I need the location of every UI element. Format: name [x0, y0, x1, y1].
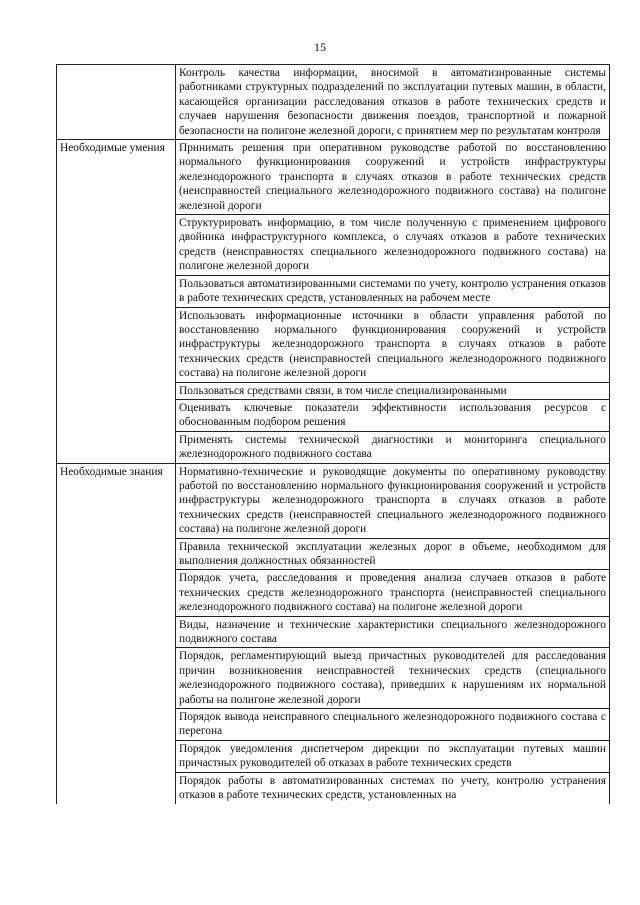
row-text: Порядок работы в автоматизированных системах по учету, контролю устранения отказов в работе технических средств, установленных на	[176, 772, 610, 803]
row-text: Использовать информационные источники в области управления работой по восстановлению нормального функционирования сооружений и устройств инфраструктуры железнодорожного транспорта в случаях отказов в работе технических средств (неисправностей специального железнодорожного подвижного состава) на полигоне железной дороги	[176, 307, 610, 382]
row-label	[57, 65, 176, 140]
row-text: Порядок вывода неисправного специального железнодорожного подвижного состава с перегона	[176, 709, 610, 741]
row-text: Порядок учета, расследования и проведения анализа случаев отказов в работе технических средств железнодорожного транспорта (неисправностей специального железнодорожного подвижного состава) на полигоне железной дороги	[176, 570, 610, 616]
competency-table	[56, 64, 610, 804]
table-row	[57, 616, 610, 648]
row-text: Контроль качества информации, вносимой в автоматизированные системы работниками структурных подразделений по эксплуатации путевых машин, в области, касающейся организации расследования отказов в работе технических средств и случаев нарушения безопасности движения поездов, транспортной и пожарной безопасности на полигоне железной дороги, с принятием мер по результатам контроля	[176, 65, 610, 140]
table-row	[57, 538, 610, 570]
table-row	[57, 431, 610, 463]
table-row	[57, 463, 610, 538]
row-label-knowledge: Необходимые знания	[57, 463, 176, 538]
table-row	[57, 307, 610, 382]
row-text: Порядок уведомления диспетчером дирекции по эксплуатации путевых машин причастных руководителей об отказах в работе технических средств	[176, 740, 610, 772]
row-label	[57, 275, 176, 307]
row-label	[57, 740, 176, 772]
row-text: Структурировать информацию, в том числе полученную с применением цифрового двойника инфраструктурного комплекса, о случаях отказов в работе технических средств (неисправностях специального железнодорожного подвижного состава) на полигоне железной дороги	[176, 215, 610, 276]
table-row	[57, 740, 610, 772]
table-row	[57, 570, 610, 616]
row-label	[57, 709, 176, 741]
table-row	[57, 65, 610, 140]
row-label	[57, 648, 176, 709]
table-row	[57, 382, 610, 399]
page-number: 15	[314, 40, 326, 54]
row-label	[57, 307, 176, 382]
row-text: Порядок, регламентирующий выезд причастных руководителей для расследования причин возникновения неисправностей технических средств (специального железнодорожного подвижного состава), приведших к нарушениям их нормальной работы на полигоне железной дороги	[176, 648, 610, 709]
row-label	[57, 570, 176, 616]
table-row	[57, 399, 610, 431]
row-label	[57, 616, 176, 648]
table-row	[57, 275, 610, 307]
row-label-skills: Необходимые умения	[57, 140, 176, 215]
table-row	[57, 140, 610, 215]
row-text: Оценивать ключевые показатели эффективности использования ресурсов с обоснованным подбором решения	[176, 399, 610, 431]
row-label	[57, 382, 176, 399]
row-label	[57, 538, 176, 570]
row-text: Принимать решения при оперативном руководстве работой по восстановлению нормального функционирования сооружений и устройств инфраструктуры железнодорожного транспорта в случаях отказов в работе технических средств (неисправностей специального железнодорожного подвижного состава) на полигоне железной дороги	[176, 140, 610, 215]
table-row	[57, 772, 610, 803]
row-label	[57, 215, 176, 276]
row-text: Применять системы технической диагностики и мониторинга специального железнодорожного подвижного состава	[176, 431, 610, 463]
row-text: Пользоваться автоматизированными системами по учету, контролю устранения отказов в работе технических средств, установленных на рабочем месте	[176, 275, 610, 307]
row-label	[57, 431, 176, 463]
table-row	[57, 648, 610, 709]
row-text: Виды, назначение и технические характеристики специального железнодорожного подвижного состава	[176, 616, 610, 648]
row-label	[57, 399, 176, 431]
table-row	[57, 215, 610, 276]
row-text: Нормативно-технические и руководящие документы по оперативному руководству работой по восстановлению нормального функционирования сооружений и устройств инфраструктуры железнодорожного транспорта в случаях отказов в работе технических средств (неисправностей специального железнодорожного подвижного состава) на полигоне железной дороги	[176, 463, 610, 538]
row-text: Пользоваться средствами связи, в том числе специализированными	[176, 382, 610, 399]
row-text: Правила технической эксплуатации железных дорог в объеме, необходимом для выполнения должностных обязанностей	[176, 538, 610, 570]
table-row	[57, 709, 610, 741]
row-label	[57, 772, 176, 803]
